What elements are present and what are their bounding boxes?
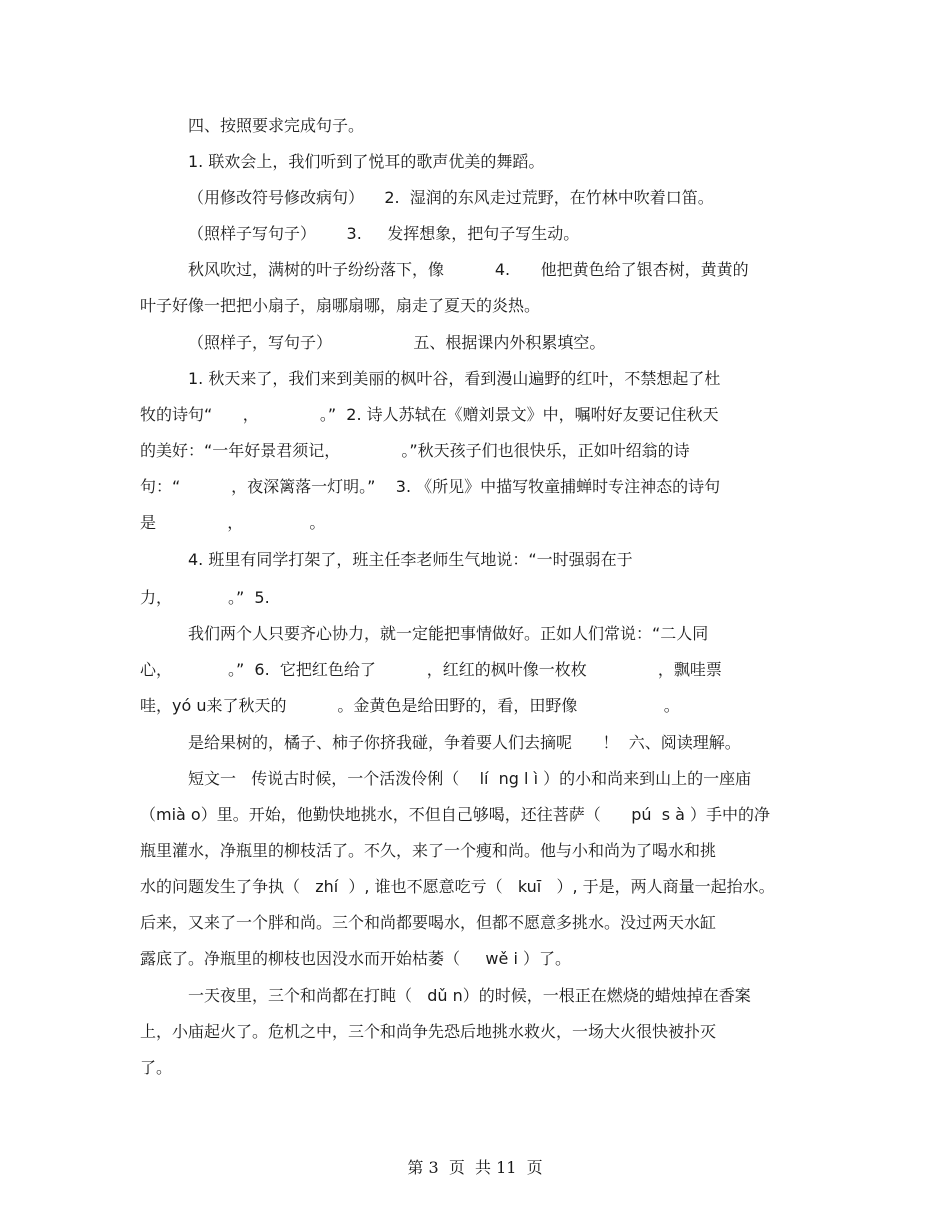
text-line: 是 ， 。 xyxy=(140,513,326,532)
text-line: 牧的诗句“ ， 。” 2. 诗人苏轼在《赠刘景文》中，嘱咐好友要记住秋天 xyxy=(140,405,719,424)
text-line: 秋风吹过，满树的叶子纷纷落下，像 4. 他把黄色给了银杏树，黄黄的 xyxy=(188,260,749,279)
passage-line: 水的问题发生了争执（ zhí ）, 谁也不愿意吃亏（ kuī ）, 于是，两人商量一起抬水。 xyxy=(140,877,775,896)
text-line: （用修改符号修改病句） 2. 湿润的东风走过荒野，在竹林中吹着口笛。 xyxy=(188,188,714,207)
text-line: 4. 班里有同学打架了，班主任李老师生气地说：“一时强弱在于 xyxy=(188,550,633,569)
text-line: 心， 。” 6. 它把红色给了 ，红红的枫叶像一枚枚 ，飘哇票 xyxy=(140,660,722,679)
text-line: 我们两个人只要齐心协力，就一定能把事情做好。正如人们常说：“二人同 xyxy=(188,624,709,643)
text-line: 叶子好像一把把小扇子，扇哪扇哪，扇走了夏天的炎热。 xyxy=(140,296,541,315)
passage-line: 露底了。净瓶里的柳枝也因没水而开始枯萎（ wě i ）了。 xyxy=(140,949,571,968)
text-line: 句：“ ，夜深篱落一灯明。” 3. 《所见》中描写牧童捕蝉时专注神态的诗句 xyxy=(140,477,721,496)
page-number-footer: 第 3 页 共 11 页 xyxy=(407,1158,543,1177)
text-line: 1. 联欢会上，我们听到了悦耳的歌声优美的舞蹈。 xyxy=(188,152,545,171)
passage-line: 瓶里灌水，净瓶里的柳枝活了。不久，来了一个瘦和尚。他与小和尚为了喝水和挑 xyxy=(140,841,717,860)
passage-line: 短文一 传说古时候，一个活泼伶俐（ lí ng l ì ）的小和尚来到山上的一座庙 xyxy=(188,769,752,788)
passage-line: （mià o）里。开始，他勤快地挑水，不但自己够喝，还往菩萨（ pú s à ）手中的净 xyxy=(140,805,771,824)
text-line: 1. 秋天来了，我们来到美丽的枫叶谷，看到漫山遍野的红叶，不禁想起了杜 xyxy=(188,369,721,388)
passage-line: 后来，又来了一个胖和尚。三个和尚都要喝水，但都不愿意多挑水。没过两天水缸 xyxy=(140,913,717,932)
section-five-heading: （照样子，写句子） 五、根据课内外积累填空。 xyxy=(188,333,606,352)
text-line: 哇，yó u来了秋天的 。金黄色是给田野的，看，田野像 。 xyxy=(140,696,680,715)
text-line: 的美好：“一年好景君须记， 。”秋天孩子们也很快乐，正如叶绍翁的诗 xyxy=(140,441,690,460)
text-line: 力， 。” 5. xyxy=(140,588,270,607)
text-line: （照样子写句子） 3. 发挥想象，把句子写生动。 xyxy=(188,224,580,243)
passage-line: 一天夜里，三个和尚都在打盹（ dǔ n）的时候，一根正在燃烧的蜡烛掉在香案 xyxy=(188,986,751,1005)
section-four-heading: 四、按照要求完成句子。 xyxy=(188,116,365,135)
section-six-heading: 是给果树的，橘子、柿子你挤我碰，争着要人们去摘呢 ！ 六、阅读理解。 xyxy=(188,733,741,752)
passage-line: 了。 xyxy=(140,1058,173,1077)
passage-line: 上，小庙起火了。危机之中，三个和尚争先恐后地挑水救火，一场大火很快被扑灭 xyxy=(140,1022,717,1041)
